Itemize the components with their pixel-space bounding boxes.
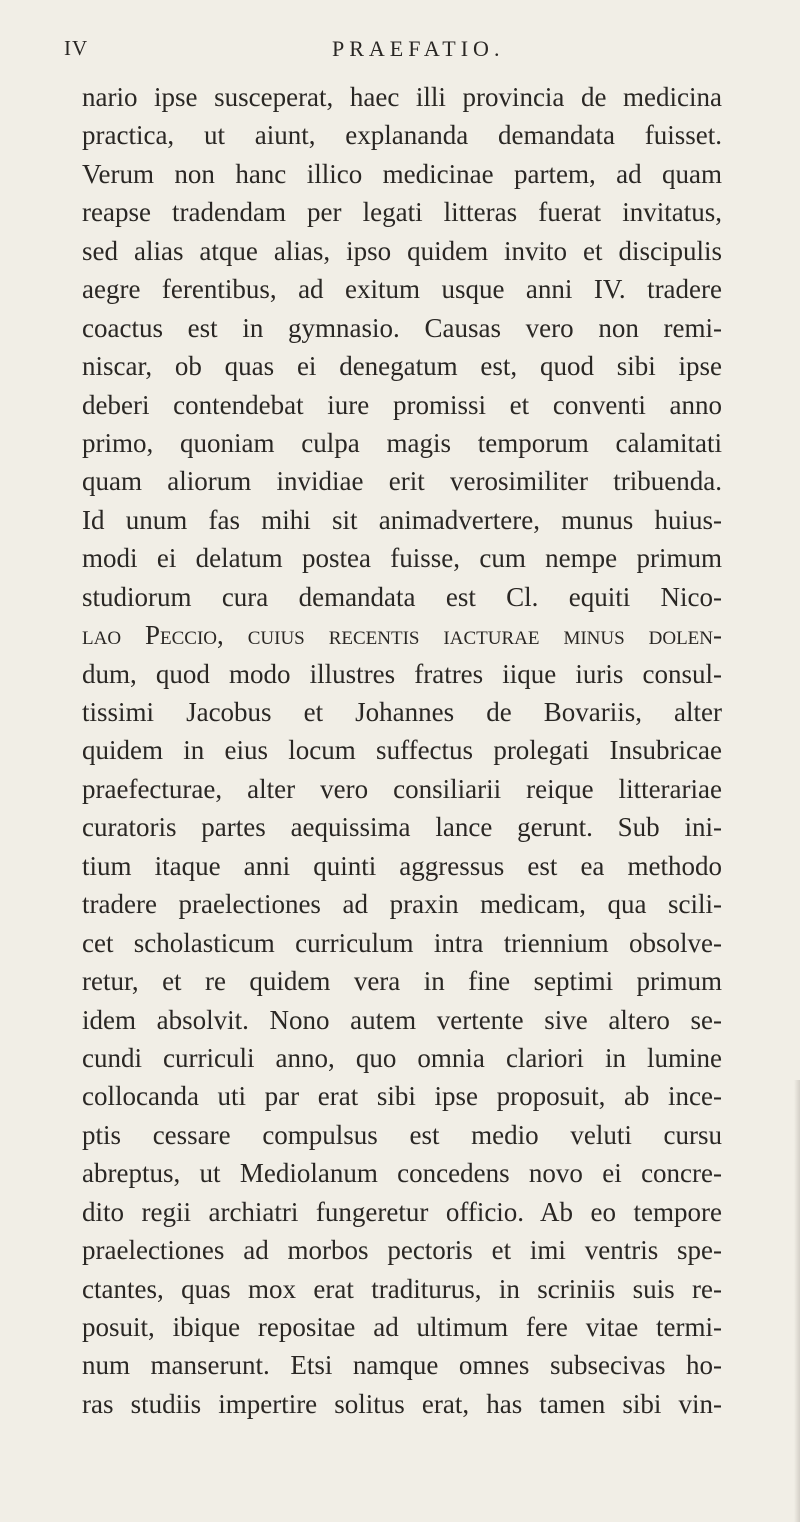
text-line: deberi contendebat iure promissi et conventi anno (82, 389, 722, 420)
text-line: ras studiis impertire solitus erat, has tamen sibi vin- (82, 1388, 722, 1419)
text-line: cundi curriculi anno, quo omnia clariori in lumine (82, 1042, 722, 1073)
text-line: quam aliorum invidiae erit verosimiliter tribuenda. (82, 466, 722, 497)
text-line: aegre ferentibus, ad exitum usque anni IV. tradere (82, 274, 722, 305)
text-line: cet scholasticum curriculum intra triennium obsolve- (82, 927, 722, 958)
text-line: sed alias atque alias, ipso quidem invito et discipulis (82, 235, 722, 266)
text-line: practica, ut aiunt, explananda demandata fuisset. (82, 120, 722, 151)
text-line: reapse tradendam per legati litteras fuerat invitatus, (82, 197, 722, 228)
text-line: collocanda uti par erat sibi ipse proposuit, ab ince- (82, 1081, 722, 1112)
page-edge-shadow (794, 1080, 800, 1522)
text-line: quidem in eius locum suffectus prolegati Insubricae (82, 735, 722, 766)
text-line: coactus est in gymnasio. Causas vero non remi- (82, 312, 722, 343)
text-line: studiorum cura demandata est Cl. equiti Nico- (82, 581, 722, 612)
text-line: Id unum fas mihi sit animadvertere, munus huius- (82, 504, 722, 535)
text-line: primo, quoniam culpa magis temporum calamitati (82, 427, 722, 458)
text-line: tissimi Jacobus et Johannes de Bovariis, alter (82, 697, 722, 727)
text-line: dito regii archiatri fungeretur officio. Ab eo tempore (82, 1196, 722, 1227)
text-line: lao Peccio, cuius recentis iacturae minus dolen- (82, 620, 722, 651)
text-line: retur, et re quidem vera in fine septimi primum (82, 966, 722, 997)
text-line: curatoris partes aequissima lance gerunt. Sub ini- (82, 812, 722, 843)
text-line: ptis cessare compulsus est medio veluti cursu (82, 1119, 722, 1150)
page-header (64, 36, 704, 66)
text-line: tium itaque anni quinti aggressus est ea methodo (82, 850, 722, 881)
text-line: idem absolvit. Nono autem vertente sive altero se- (82, 1004, 722, 1035)
body-text (82, 78, 722, 1423)
running-title: PRAEFATIO. (332, 36, 505, 61)
text-line: abreptus, ut Mediolanum concedens novo ei concre- (82, 1158, 722, 1189)
text-line: praefecturae, alter vero consiliarii reique litterariae (82, 773, 722, 804)
text-line: tradere praelectiones ad praxin medicam, qua scili- (82, 889, 722, 920)
text-line: niscar, ob quas ei denegatum est, quod sibi ipse (82, 351, 722, 382)
text-line: praelectiones ad morbos pectoris et imi ventris spe- (82, 1235, 722, 1266)
text-line: posuit, ibique repositae ad ultimum fere vitae termi- (82, 1312, 722, 1342)
text-line: ctantes, quas mox erat traditurus, in scriniis suis re- (82, 1273, 722, 1304)
page-number: IV (64, 36, 89, 60)
text-line: modi ei delatum postea fuisse, cum nempe primum (82, 543, 722, 574)
text-line: dum, quod modo illustres fratres iique iuris consul- (82, 658, 722, 689)
text-line: num manserunt. Etsi namque omnes subsecivas ho- (82, 1350, 722, 1381)
text-line: nario ipse susceperat, haec illi provincia de medicina (82, 82, 722, 112)
text-line: Verum non hanc illico medicinae partem, ad quam (82, 158, 722, 189)
